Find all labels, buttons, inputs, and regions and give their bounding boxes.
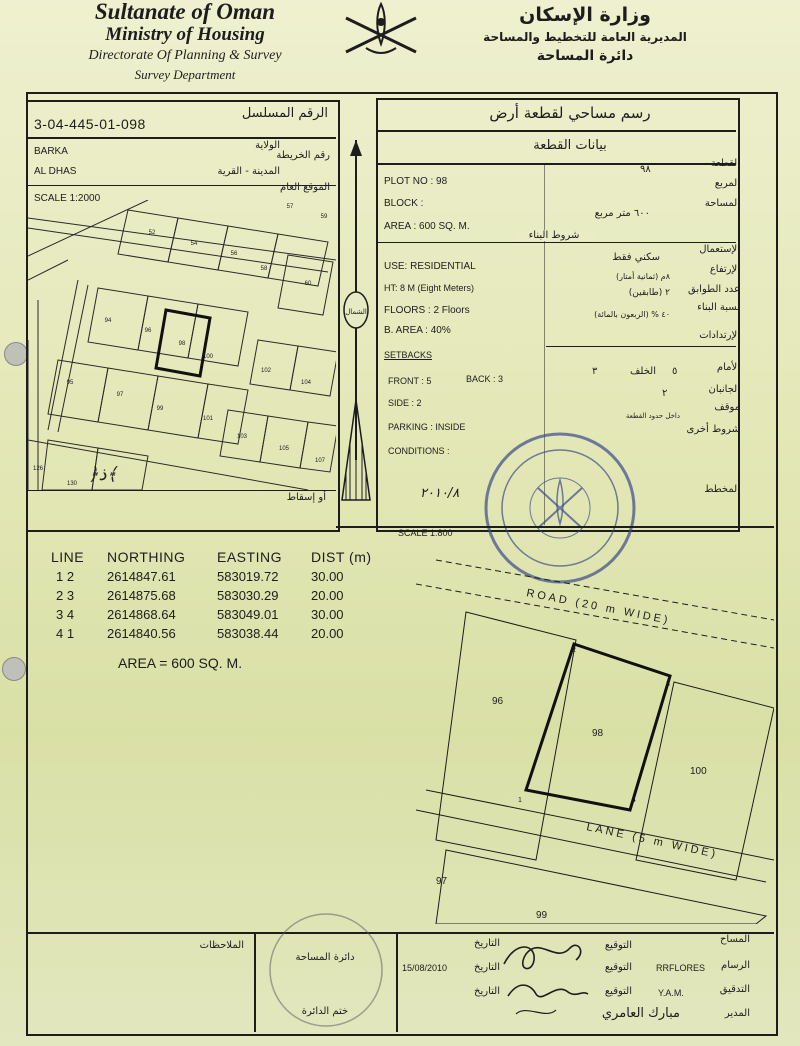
header-ar-directorate: المديرية العامة للتخطيط والمساحة — [483, 30, 687, 44]
header-department: Survey Department — [134, 67, 236, 82]
side-setback: SIDE : 2 — [388, 398, 422, 408]
easting-cell: 583030.29 — [217, 588, 279, 603]
date-label: التاريخ — [474, 938, 500, 949]
checker-name: Y.A.M. — [658, 988, 684, 998]
lane-label: LANE (5 m WIDE) — [585, 821, 720, 861]
line-cell: 4 1 — [56, 626, 75, 641]
header-arabic — [460, 2, 710, 66]
use-label-ar: الإستعمال — [699, 244, 740, 255]
town-label: المدينة - القرية — [217, 166, 280, 177]
map-no-label: رقم الخريطة — [276, 150, 330, 161]
side-value-ar: ٢ — [662, 388, 668, 399]
grid-plot-label: 58 — [260, 266, 268, 272]
department-seal-label: ختم الدائرة — [301, 1006, 349, 1017]
use-value-ar: سكني فقط — [612, 252, 660, 263]
northing-cell: 2614868.64 — [107, 607, 176, 622]
drawing-date: 15/08/2010 — [402, 963, 448, 973]
grid-plot-label: 126 — [32, 466, 44, 472]
grid-plot-label: 130 — [66, 481, 78, 487]
line-cell: 3 4 — [56, 607, 75, 622]
header-ar-department: دائرة المساحة — [536, 48, 634, 64]
plot-no: PLOT NO : 98 — [384, 176, 448, 187]
front-setback: FRONT : 5 — [388, 376, 432, 386]
grid-plot-label: 60 — [304, 281, 312, 287]
grid-plot-label: 101 — [202, 416, 214, 422]
northing-cell: 2614840.56 — [107, 626, 176, 641]
grid-plot-label: 103 — [236, 434, 248, 440]
site-plot-label: 100 — [690, 766, 707, 777]
area-label-ar: المساحة — [704, 198, 740, 209]
road-label: ROAD (20 m WIDE) — [525, 587, 672, 627]
site-plot-label: 99 — [536, 910, 548, 921]
col-line: LINE — [51, 549, 85, 565]
dist-cell: 30.00 — [311, 569, 344, 584]
setbacks-label: SETBACKS — [384, 350, 433, 360]
northing-cell: 2614875.68 — [107, 588, 176, 603]
parking: PARKING : INSIDE — [388, 422, 466, 432]
corner-label: 2 — [572, 647, 576, 654]
easting-cell: 583019.72 — [217, 569, 279, 584]
col-easting: EASTING — [217, 549, 282, 565]
front-value-ar: ٥ — [672, 366, 678, 377]
area-total: AREA = 600 SQ. M. — [118, 655, 243, 671]
north-arrow — [336, 100, 376, 520]
back-setback: BACK : 3 — [466, 374, 504, 384]
checker-label: التدقيق — [719, 984, 750, 995]
corner-label: 3 — [666, 681, 670, 688]
north-label: الشمال — [345, 308, 367, 316]
date-label-2: التاريخ — [474, 962, 500, 973]
header-english — [40, 0, 330, 84]
grid-plot-label: 95 — [66, 380, 74, 386]
grid-plot-label: 105 — [278, 446, 290, 452]
dist-cell: 20.00 — [311, 588, 344, 603]
grid-plot-label: 97 — [116, 392, 124, 398]
signature-icon — [496, 934, 596, 1024]
header-ar-ministry: وزارة الإسكان — [519, 4, 651, 26]
grid-plot-label: 59 — [320, 214, 328, 220]
col-northing: NORTHING — [107, 549, 186, 565]
area: AREA : 600 SQ. M. — [384, 221, 470, 232]
grid-plot-label: 100 — [202, 354, 214, 360]
site-scale: SCALE 1:800 — [398, 528, 453, 538]
conditions: CONDITIONS : — [388, 446, 450, 456]
grid-plot-label: 102 — [260, 368, 272, 374]
building-area: B. AREA : 40% — [384, 325, 451, 336]
site-plot-label: 97 — [436, 876, 448, 887]
handwritten-mark: ﴿ﺫ﴾ — [88, 464, 118, 484]
side-label-ar: الجانبان — [708, 384, 740, 395]
site-plot-label: 98 — [592, 728, 604, 739]
line-cell: 1 2 — [56, 569, 75, 584]
back-value-ar: ٣ — [592, 366, 598, 377]
floors-value-ar: ٢ (طابقين) — [628, 288, 670, 298]
floors-label-ar: عدد الطوابق — [688, 284, 740, 295]
grid-plot-label: 54 — [190, 241, 198, 247]
wilayat-value: BARKA — [34, 146, 68, 157]
serial-label: الرقم المسلسل — [241, 106, 328, 121]
drafter-label: الرسام — [721, 960, 750, 971]
serial-number: 3-04-445-01-098 — [34, 116, 146, 132]
header-ministry: Ministry of Housing — [105, 24, 265, 45]
grid-plot-label: 52 — [148, 230, 156, 236]
plot-98-boundary — [526, 644, 670, 810]
easting-cell: 583038.44 — [217, 626, 279, 641]
date-label-3: التاريخ — [474, 986, 500, 997]
site-plan — [336, 540, 774, 924]
left-scale: SCALE 1:2000 — [34, 193, 101, 204]
header-directorate: Directorate Of Planning & Survey — [88, 48, 282, 63]
block-label-ar: المربع — [714, 178, 740, 189]
dist-cell: 20.00 — [311, 626, 344, 641]
right-title: رسم مساحي لقطعة أرض — [489, 104, 651, 122]
grid-plot-label: 107 — [314, 458, 326, 464]
front-label-ar: الأمام — [716, 362, 740, 373]
wilayat-label: الولاية — [255, 140, 280, 151]
parking-label-ar: موقف — [714, 402, 740, 413]
planner-label-ar: المخطط — [704, 484, 740, 495]
northing-cell: 2614847.61 — [107, 569, 176, 584]
sign-label-3: التوقيع — [604, 986, 632, 997]
location-label: الموقع العام — [280, 182, 330, 193]
sign-label-2: التوقيع — [604, 962, 632, 973]
other-conditions-label-ar: شروط أخرى — [686, 424, 740, 435]
barea-label-ar: نسبة البناء — [697, 302, 740, 313]
floors: FLOORS : 2 Floors — [384, 305, 470, 316]
area-value-ar: ٦٠٠ متر مربع — [594, 208, 650, 219]
dist-cell: 30.00 — [311, 607, 344, 622]
handwritten-date: ٢٠١٠/٨ — [420, 486, 460, 501]
location-map — [28, 200, 336, 490]
right-subtitle: بيانات القطعة — [533, 138, 607, 153]
surveyor-label: المساح — [719, 934, 750, 945]
line-cell: 2 3 — [56, 588, 75, 603]
site-plot-label: 96 — [492, 696, 504, 707]
plot-value-ar: ٩٨ — [640, 164, 651, 175]
director-label: المدير — [724, 1008, 750, 1019]
notes-label: الملاحظات — [199, 940, 244, 951]
block: BLOCK : — [384, 198, 424, 209]
town-value: AL DHAS — [34, 166, 77, 177]
setbacks-label-ar: الإرتدادات — [699, 330, 740, 341]
plot-label-ar: القطعة — [710, 158, 740, 169]
back-label-ar: الخلف — [630, 366, 656, 377]
emblem-icon — [336, 0, 426, 62]
department-stamp-label: دائرة المساحة — [295, 952, 355, 963]
sign-label: التوقيع — [604, 940, 632, 951]
grid-plot-label: 94 — [104, 318, 112, 324]
barea-value-ar: ٤٠ % (الربعون بالمائة) — [594, 310, 670, 319]
grid-plot-label: 57 — [286, 204, 294, 210]
use: USE: RESIDENTIAL — [384, 261, 476, 272]
header-country: Sultanate of Oman — [94, 0, 276, 24]
grid-plot-label: 96 — [144, 328, 152, 334]
projection-label: أو إسقاط — [286, 492, 326, 503]
corner-label: 4 — [632, 797, 636, 804]
ht-label-ar: الإرتفاع — [709, 264, 740, 275]
grid-plot-label: 104 — [300, 380, 312, 386]
punch-hole — [4, 342, 28, 366]
easting-cell: 583049.01 — [217, 607, 279, 622]
height: HT: 8 M (Eight Meters) — [384, 283, 475, 293]
grid-plot-label: 56 — [230, 251, 238, 257]
punch-hole — [2, 657, 26, 681]
col-dist: DIST (m) — [311, 549, 372, 565]
director-name: مبارك العامري — [601, 1006, 680, 1021]
parking-value-ar: داخل حدود القطعة — [625, 412, 680, 420]
grid-plot-label: 99 — [156, 406, 164, 412]
conditions-title-ar: شروط البناء — [514, 230, 594, 241]
drafter-name: RRFLORES — [656, 963, 706, 973]
corner-label: 1 — [518, 797, 522, 804]
ht-value-ar: ٨م (ثمانية أمتار) — [615, 272, 670, 281]
grid-plot-label: 98 — [178, 341, 186, 347]
